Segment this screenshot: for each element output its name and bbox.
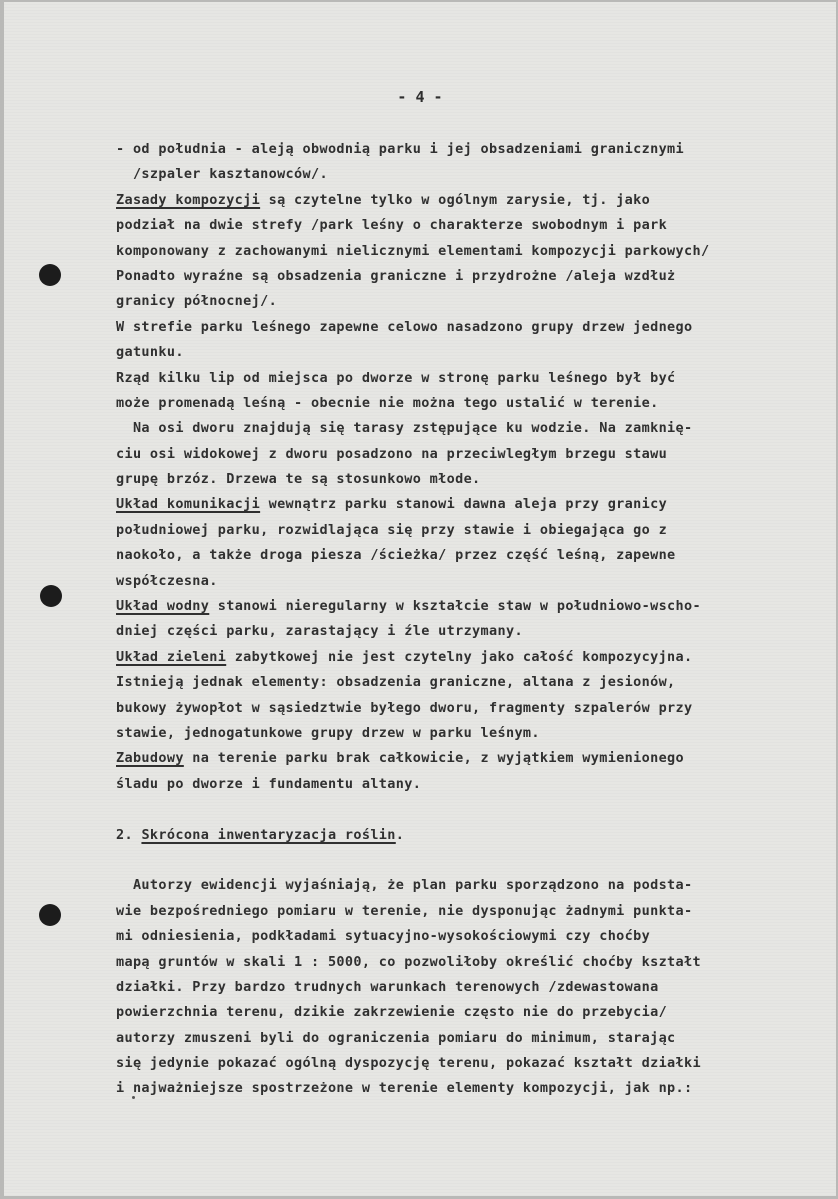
line-text: . <box>395 826 405 843</box>
text-line <box>116 416 836 441</box>
text-line <box>116 950 836 975</box>
section-heading: Układ komunikacji <box>116 496 261 513</box>
line-text: naokoło, a także droga piesza /ścieżka/ przez część leśną, zapewne <box>116 547 676 564</box>
line-text: ciu osi widokowej z dworu posadzono na przeciwległym brzegu stawu <box>116 445 668 462</box>
document-page <box>4 2 836 1196</box>
line-text: powierzchnia terenu, dzikie zakrzewienie często nie do przebycia/ <box>116 1004 668 1021</box>
line-text: są czytelne tylko w ogólnym zarysie, tj. jako <box>260 191 651 208</box>
ink-dot <box>132 1096 135 1099</box>
line-text: /szpaler kasztanowców/. <box>116 166 328 183</box>
line-text: zabytkowej nie jest czytelny jako całość kompozycyjna. <box>226 648 693 665</box>
line-text: się jedynie pokazać ogólną dyspozycję terenu, pokazać kształt działki <box>116 1055 701 1072</box>
text-line <box>116 569 836 594</box>
line-text: stawie, jednogatunkowe grupy drzew w parku leśnym. <box>116 724 540 741</box>
text-line <box>116 899 836 924</box>
line-text: Istnieją jednak elementy: obsadzenia graniczne, altana z jesionów, <box>116 674 676 691</box>
section-line <box>116 823 836 848</box>
line-text: na terenie parku brak całkowicie, z wyjątkiem wymienionego <box>183 750 685 767</box>
line-text: wewnątrz parku stanowi dawna aleja przy granicy <box>260 496 668 513</box>
punch-hole <box>39 264 61 286</box>
line-text: i najważniejsze spostrzeżone w terenie elementy kompozycji, jak np.: <box>116 1080 693 1097</box>
line-text: mi odniesienia, podkładami sytuacyjno-wysokościowymi czy choćby <box>116 928 651 945</box>
body-text <box>116 137 836 1102</box>
line-text: działki. Przy bardzo trudnych warunkach terenowych /zdewastowana <box>116 978 659 995</box>
line-text: dniej części parku, zarastający i źle utrzymany. <box>116 623 523 640</box>
line-text: stanowi nieregularny w kształcie staw w południowo-wscho- <box>209 598 701 615</box>
text-line <box>116 1051 836 1076</box>
text-line <box>116 1076 836 1101</box>
text-line <box>116 721 836 746</box>
line-text: grupę brzóz. Drzewa te są stosunkowo młode. <box>116 471 481 488</box>
line-text: wie bezpośredniego pomiaru w terenie, nie dysponując żadnymi punkta- <box>116 902 693 919</box>
text-line <box>116 518 836 543</box>
line-text: współczesna. <box>116 572 218 589</box>
text-line <box>116 162 836 187</box>
section-line <box>116 188 836 213</box>
text-line <box>116 924 836 949</box>
line-text: komponowany z zachowanymi nielicznymi elementami kompozycji parkowych/ <box>116 242 710 259</box>
text-line <box>116 873 836 898</box>
line-text: gatunku. <box>116 344 184 361</box>
line-text: Rząd kilku lip od miejsca po dworze w stronę parku leśnego był być <box>116 369 676 386</box>
text-line <box>116 264 836 289</box>
section-heading: Zabudowy <box>116 750 184 767</box>
text-line <box>116 289 836 314</box>
text-line <box>116 696 836 721</box>
line-text: granicy północnej/. <box>116 293 278 310</box>
text-line <box>116 619 836 644</box>
section-line <box>116 492 836 517</box>
line-text: podział na dwie strefy /park leśny o charakterze swobodnym i park <box>116 217 668 234</box>
text-line <box>116 366 836 391</box>
text-line <box>116 315 836 340</box>
text-line <box>116 213 836 238</box>
text-line <box>116 391 836 416</box>
line-text: Na osi dworu znajdują się tarasy zstępujące ku wodzie. Na zamknię- <box>116 420 693 437</box>
line-text: śladu po dworze i fundamentu altany. <box>116 775 422 792</box>
line-text: - od południa - aleją obwodnią parku i jej obsadzeniami granicznymi <box>116 141 685 157</box>
punch-hole <box>40 585 62 607</box>
text-line <box>116 442 836 467</box>
text-line <box>116 543 836 568</box>
section-line <box>116 594 836 619</box>
line-text: południowej parku, rozwidlająca się przy stawie i obiegająca go z <box>116 521 668 538</box>
section-line <box>116 746 836 771</box>
section-heading: Zasady kompozycji <box>116 191 261 208</box>
line-text: W strefie parku leśnego zapewne celowo nasadzono grupy drzew jednego <box>116 318 693 335</box>
text-line <box>116 772 836 797</box>
text-line <box>116 1026 836 1051</box>
section-heading: Skrócona inwentaryzacja roślin <box>141 826 396 843</box>
text-line <box>116 340 836 365</box>
line-text: Ponadto wyraźne są obsadzenia graniczne i przydrożne /aleja wzdłuż <box>116 267 676 284</box>
line-text: autorzy zmuszeni byli do ograniczenia pomiaru do minimum, starając <box>116 1029 676 1046</box>
section-line <box>116 645 836 670</box>
text-line <box>116 848 836 873</box>
section-heading: Układ zieleni <box>116 648 227 665</box>
page-number: - 4 - <box>397 88 443 106</box>
text-line <box>116 1000 836 1025</box>
punch-hole <box>39 904 61 926</box>
line-text: może promenadą leśną - obecnie nie można tego ustalić w terenie. <box>116 394 659 411</box>
text-line <box>116 137 836 162</box>
text-line <box>116 467 836 492</box>
line-text: Autorzy ewidencji wyjaśniają, że plan parku sporządzono na podsta- <box>116 877 693 894</box>
text-line <box>116 670 836 695</box>
text-line <box>116 797 836 822</box>
text-line <box>116 975 836 1000</box>
section-heading: Układ wodny <box>116 598 210 615</box>
line-text: bukowy żywopłot w sąsiedztwie byłego dworu, fragmenty szpalerów przy <box>116 699 693 716</box>
text-line <box>116 239 836 264</box>
section-number: 2. <box>116 826 142 843</box>
line-text: mapą gruntów w skali 1 : 5000, co pozwoliłoby określić choćby kształt <box>116 953 701 970</box>
